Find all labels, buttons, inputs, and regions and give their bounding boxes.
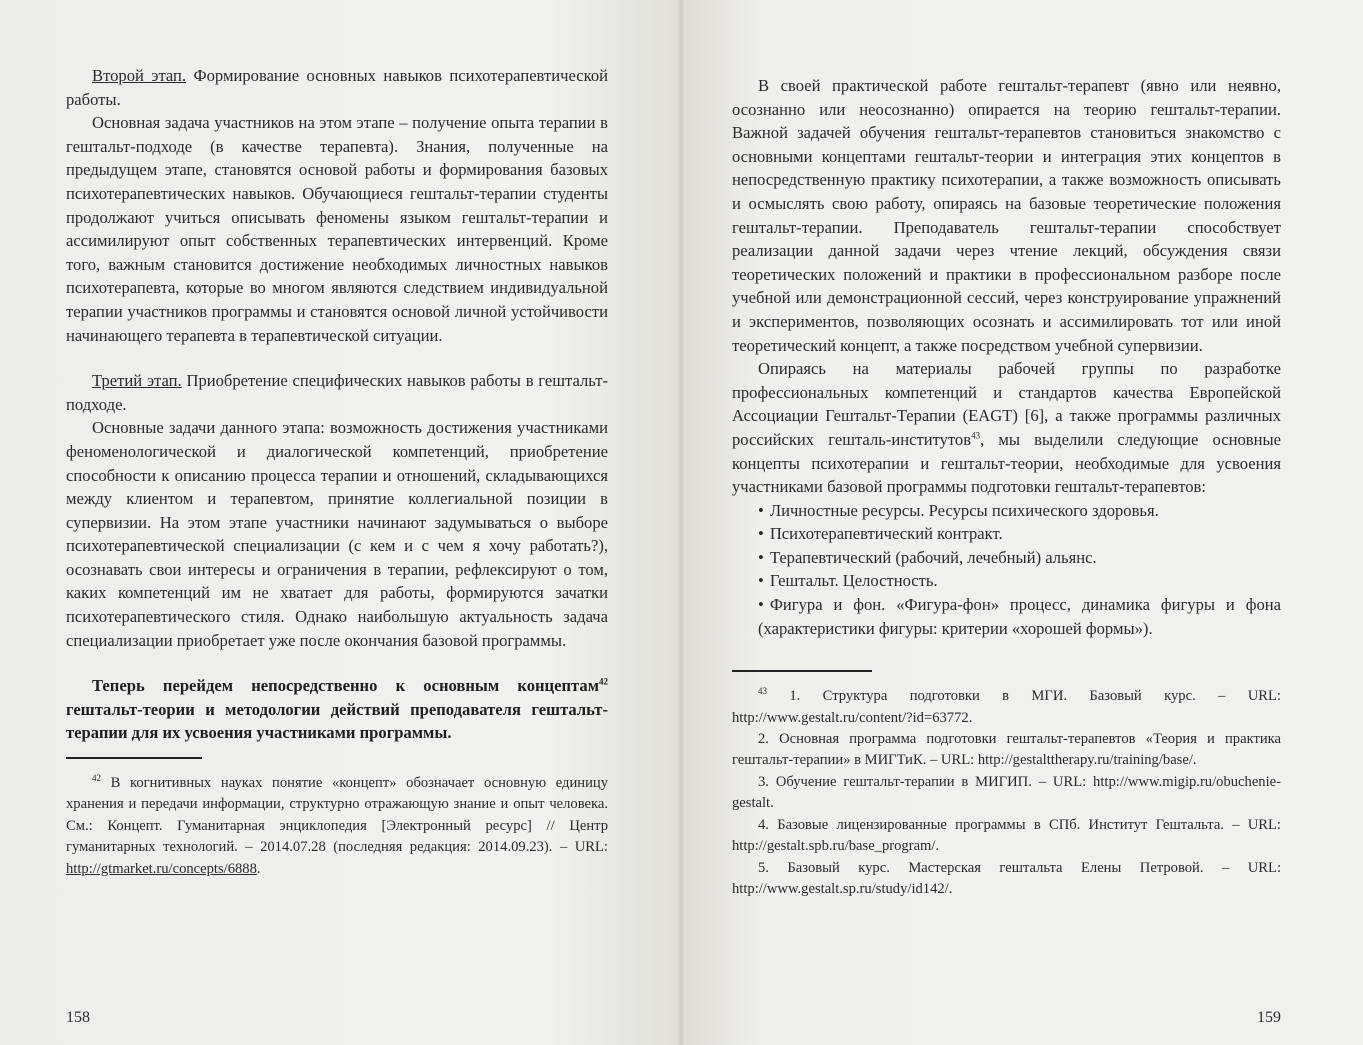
footnote-text: 1. Структура подготовки в МГИ. Базовый курс. – URL: http://www.gestalt.ru/content/?id=63772. <box>732 688 1281 726</box>
footnotes-right <box>732 686 1281 900</box>
bullet-icon: • <box>758 571 764 591</box>
book-gutter <box>676 0 686 1045</box>
list-item-text: Гештальт. Целостность. <box>769 571 938 591</box>
list-item <box>758 499 1281 523</box>
transition-text-b: гештальт-теории и методологии действий преподавателя гештальт-терапии для их усвоения участниками программы. <box>66 699 608 743</box>
footnote-43-item <box>732 686 1281 729</box>
stage3-heading <box>66 369 608 416</box>
list-item-text: Фигура и фон. «Фигура-фон» процесс, динамика фигуры и фона (характеристики фигуры: критерии «хорошей формы»). <box>758 595 1281 638</box>
left-page <box>0 0 680 1045</box>
right-para-1: В своей практической работе гештальт-терапевт (явно или неявно, осознанно или неосознанно) опирается на теорию гештальт-терапии. Важной задачей обучения гештальт-терапевтов становиться знакомство с основными концептами гештальт-теории и интеграция этих концептов в непосредственную практику психотерапии, а также возможность описывать и осмыслять свою работу, опираясь на базовые теоретические положения гештальт-терапии. Преподаватель гештальт-терапии способствует реализации данной задачи через чтение лекций, обсуждения связи теоретических положений и практики в профессиональном разборе после учебной или демонстрационной сессий, через конструирование упражнений и экспериментов, позволяющих осознать и ассимилировать тот или иной теоретический концепт, а также посредством учебной супервизии. <box>732 76 1281 355</box>
stage2-label: Второй этап. <box>92 66 187 85</box>
transition-text-a: Теперь перейдем непосредственно к основным концептам <box>92 676 599 696</box>
page-number-right: 159 <box>1257 1009 1281 1026</box>
right-para-2-a: Опираясь на материалы рабочей группы по разработке профессиональных компетенций и стандартов качества Европейской Ассоциации Гештальт-Терапии (EAGT) [6], а также программы различных российских гешталь-институтов <box>732 359 1281 449</box>
list-item-text: Психотерапевтический контракт. <box>769 524 1003 544</box>
bullet-icon: • <box>758 500 764 520</box>
list-item <box>758 546 1281 570</box>
list-item <box>758 569 1281 593</box>
bullet-icon: • <box>758 524 764 544</box>
footnote-42-text: В когнитивных науках понятие «концепт» обозначает основную единицу хранения и передачи информации, структурно отражающую знание и опыт человека. См.: Концепт. Гуманитарная энциклопедия [Электронный ресурс] // Центр гуманитарных технологий. – 2014.07.28 (последняя редакция: 2014.09.23). – URL: <box>66 775 608 856</box>
footnote-43-item: 5. Базовый курс. Мастерская гештальта Елены Петровой. – URL: http://www.gestalt.sp.ru/study/id142/. <box>732 859 1281 897</box>
concepts-list <box>732 499 1281 641</box>
stage3-label: Третий этап. <box>92 371 182 391</box>
page-number-left: 158 <box>66 1009 90 1026</box>
stage2-heading <box>66 64 608 111</box>
footnote-43-item: 4. Базовые лицензированные программы в СПб. Институт Гештальта. – URL: http://gestalt.spb.ru/base_program/. <box>732 816 1281 855</box>
right-para-2-b: , мы выделили следующие основные концепты психотерапии и гештальт-теории, необходимые для усвоения участниками базовой программы подготовки гештальт-терапевтов: <box>732 429 1281 497</box>
bullet-icon: • <box>758 547 764 567</box>
transition-paragraph <box>66 674 608 745</box>
footnote-divider <box>66 757 202 759</box>
footnote-42-end: . <box>256 860 261 877</box>
footnote-43-item: 2. Основная программа подготовки гештальт-терапевтов «Теория и практика гештальт-терапии» в МИГТиК. – URL: http://gestalttherapy.ru/training/base/. <box>732 731 1281 769</box>
stage3-body: Основные задачи данного этапа: возможность достижения участниками феноменологической и диалогической компетенций, приобретение способности к описанию процесса терапии и отношений, складывающихся между клиентом и терапевтом, принятие коллегиальной позиции в супервизии. На этом этапе участники начинают задумываться о выборе психотерапевтической специализации (с кем и с чем я хочу работать?), осознавать свои интересы и ограничения в терапии, рефлексируют о том, каких компетенций им не хватает для работы, формируются зачатки психотерапевтического стиля. Однако наибольшую актуальность задача специализации приобретает уже после окончания базовой программы. <box>66 418 608 650</box>
footnote-ref-42[interactable]: 42 <box>599 676 608 687</box>
list-item-text: Личностные ресурсы. Ресурсы психического здоровья. <box>769 500 1159 520</box>
right-page <box>680 0 1363 1045</box>
footnote-42-link[interactable]: http://gtmarket.ru/concepts/6888 <box>66 860 257 877</box>
list-item <box>758 522 1281 546</box>
footnote-ref-43[interactable]: 43 <box>971 430 981 441</box>
footnote-number-43: 43 <box>758 686 767 697</box>
footnote-43-item: 3. Обучение гештальт-терапии в МИГИП. – URL: http://www.migip.ru/obuchenie-gestalt. <box>732 773 1281 812</box>
list-item <box>758 593 1281 640</box>
stage3-title: Приобретение специфических навыков работы в гештальт-подходе. <box>66 371 608 414</box>
list-item-text: Терапевтический (рабочий, лечебный) альянс. <box>769 547 1097 567</box>
bullet-icon: • <box>758 595 764 615</box>
stage2-title: Формирование основных навыков психотерапевтической работы. <box>66 66 608 109</box>
footnote-divider <box>732 670 872 672</box>
footnote-number-42: 42 <box>92 773 101 784</box>
right-para-2 <box>732 357 1281 499</box>
footnotes-left <box>66 773 608 880</box>
footnote-42 <box>66 773 608 880</box>
stage2-body: Основная задача участников на этом этапе – получение опыта терапии в гештальт-подходе (в качестве терапевта). Знания, полученные на предыдущем этапе, становятся основой работы и формирования базовых психотерапевтических навыков. Обучающиеся гештальт-терапии студенты продолжают учиться описывать феномены языком гештальт-терапии и ассимилируют опыт собственных терапевтических интервенций. Кроме того, важным становится достижение необходимых личностных навыков психотерапевта, которые во многом являются следствием индивидуальной терапии участников программы и становятся основой личной устойчивости начинающего терапевта в терапевтической ситуации. <box>66 113 608 345</box>
